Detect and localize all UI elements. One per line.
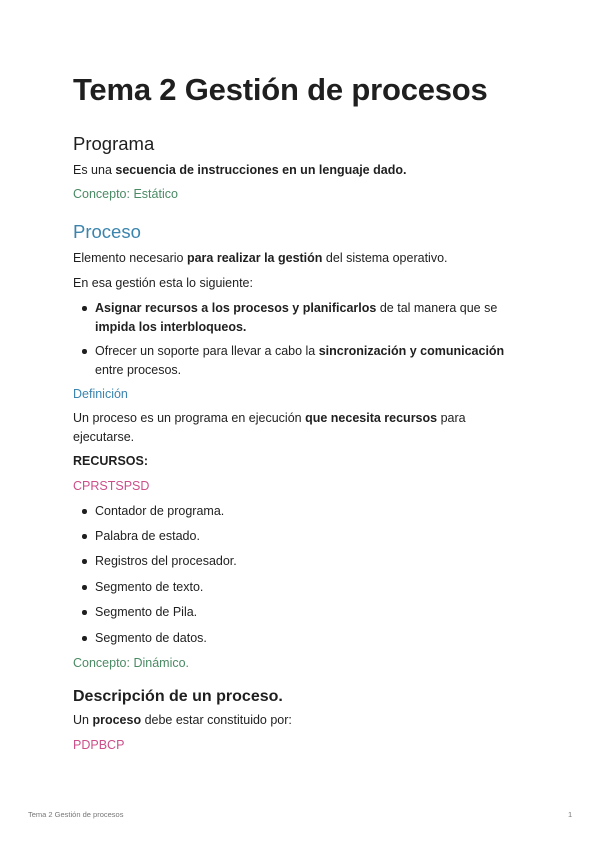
list-item: Segmento de Pila. xyxy=(95,603,525,622)
proceso-list-intro: En esa gestión esta lo siguiente: xyxy=(73,276,253,290)
bullet-dot xyxy=(82,349,87,354)
proceso-concept: Concepto: Dinámico. xyxy=(73,656,190,670)
bullet-dot xyxy=(82,585,87,590)
heading-proceso: Proceso xyxy=(73,221,141,242)
heading-programa: Programa xyxy=(73,133,155,154)
footer-title: Tema 2 Gestión de procesos xyxy=(28,810,124,819)
page-number: 1 xyxy=(568,810,573,819)
recursos-label: RECURSOS: xyxy=(73,454,149,468)
programa-definition: Es una secuencia de instrucciones en un lenguaje dado. xyxy=(73,163,407,177)
list-item: Segmento de texto. xyxy=(95,578,525,597)
proceso-intro: Elemento necesario para realizar la gestión del sistema operativo. xyxy=(73,251,448,265)
list-item: Contador de programa. xyxy=(95,502,525,521)
bullet-dot xyxy=(82,636,87,641)
list-item: Asignar recursos a los procesos y planificarlos de tal manera que se impida los interbloqueos. xyxy=(95,299,525,336)
list-item: Segmento de datos. xyxy=(95,629,525,648)
bullet-dot xyxy=(82,559,87,564)
bullet-dot xyxy=(82,610,87,615)
definicion-text: Un proceso es un programa en ejecución que necesita recursos para ejecutarse. xyxy=(73,411,466,444)
page-title: Tema 2 Gestión de procesos xyxy=(73,72,488,107)
bullet-dot xyxy=(82,509,87,514)
list-item: Ofrecer un soporte para llevar a cabo la sincronización y comunicación entre procesos. xyxy=(95,342,525,379)
bullet-dot xyxy=(82,306,87,311)
recursos-acronym: CPRSTSPSD xyxy=(73,479,150,493)
list-item: Registros del procesador. xyxy=(95,552,525,571)
bullet-dot xyxy=(82,534,87,539)
descripcion-acronym: PDPBCP xyxy=(73,738,125,752)
heading-descripcion: Descripción de un proceso. xyxy=(73,688,283,705)
programa-concept: Concepto: Estático xyxy=(73,187,178,201)
definicion-label: Definición xyxy=(73,387,128,401)
descripcion-text: Un proceso debe estar constituido por: xyxy=(73,713,292,727)
list-item: Palabra de estado. xyxy=(95,527,525,546)
